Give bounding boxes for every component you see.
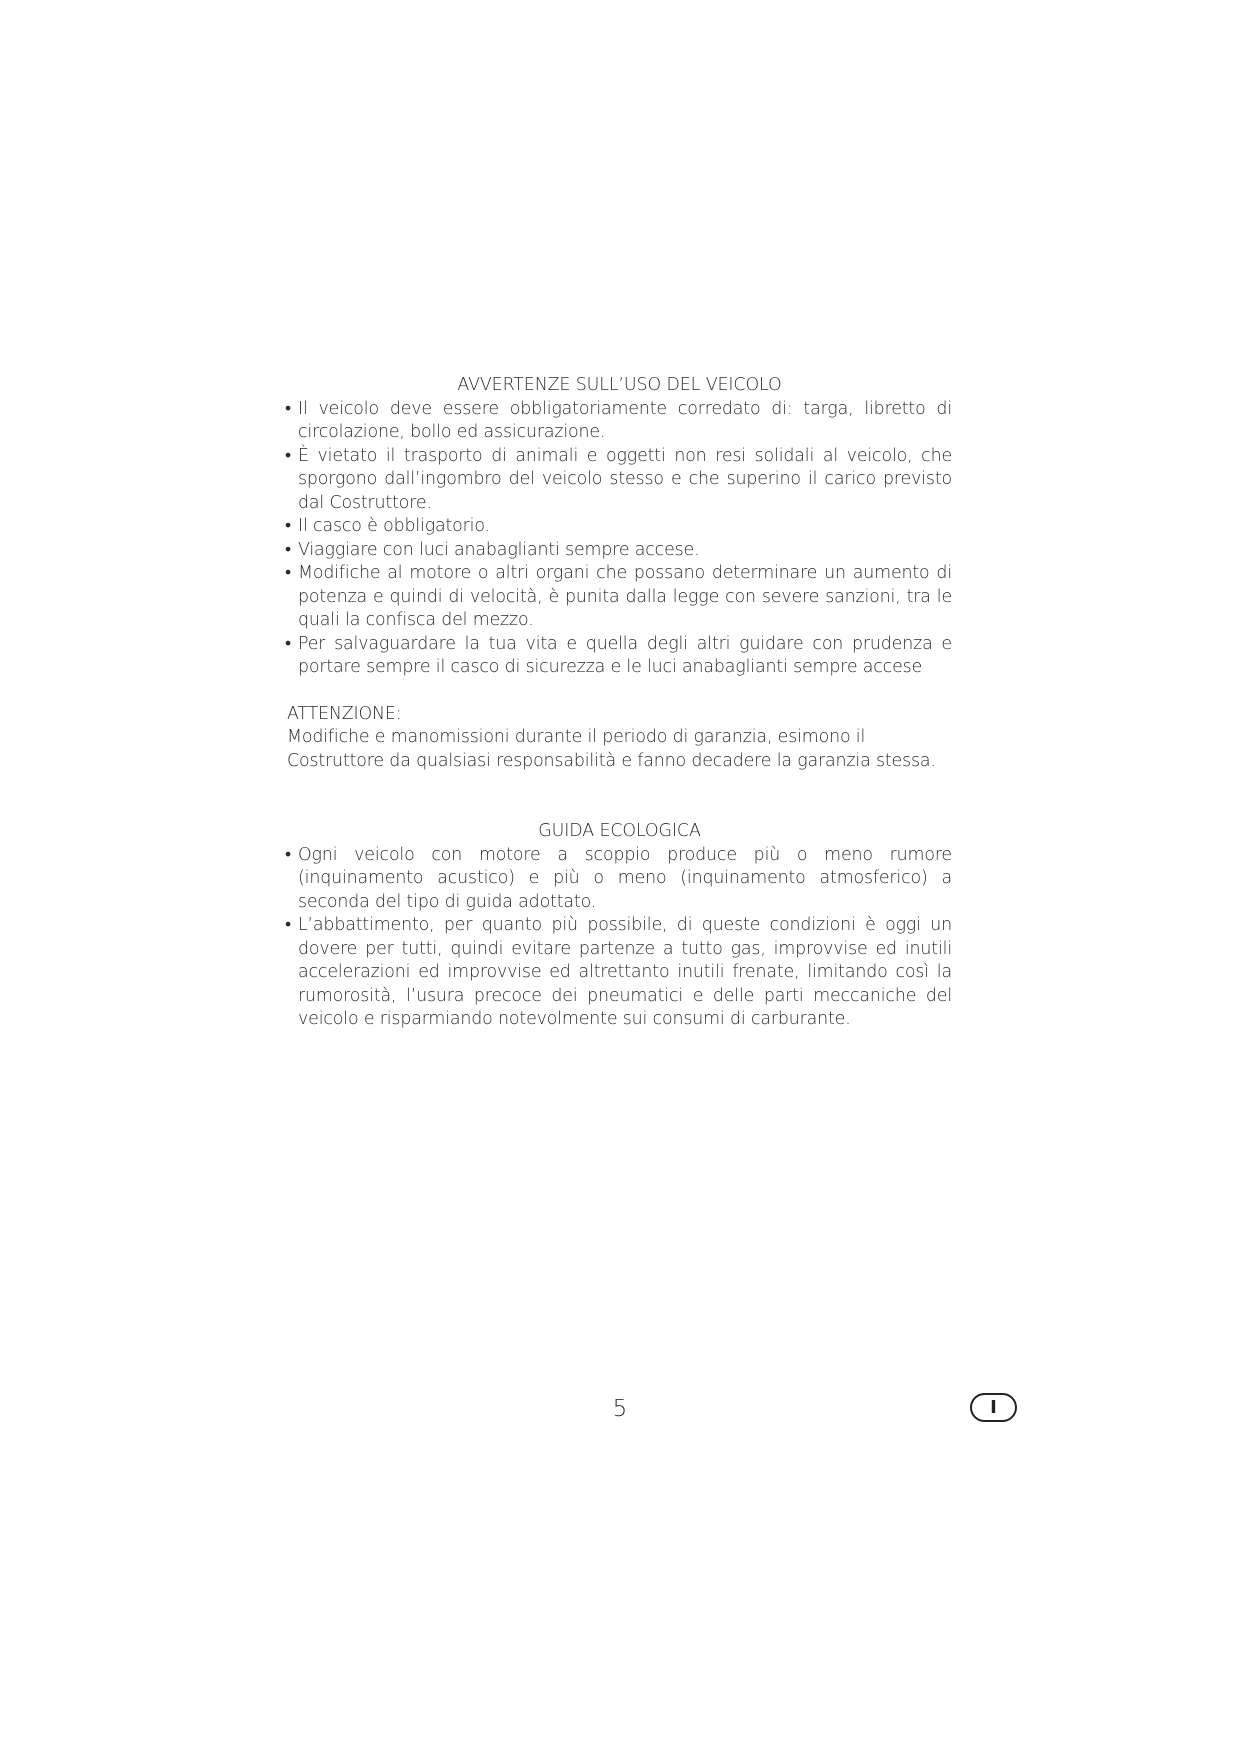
attention-text: Modifiche e manomissioni durante il periodo di garanzia, esimono il Costruttore da qualsiasi responsabilità e fanno decadere la garanzia stessa. (287, 727, 936, 771)
attention-note (287, 703, 952, 774)
warning-item: • È vietato il trasporto di animali e oggetti non resi solidali al veicolo, che sporgono dall’ingombro del veicolo stesso e che superino il carico previsto dal Costruttore. (287, 445, 952, 516)
warning-item: • Il veicolo deve essere obbligatoriamente corredato di: targa, libretto di circolazione, bollo ed assicurazione. (287, 398, 952, 445)
warning-item: • Per salvaguardare la tua vita e quella degli altri guidare con prudenza e portare sempre il casco di sicurezza e le luci anabaglianti sempre accese (287, 633, 952, 680)
warning-item: • Modifiche al motore o altri organi che possano determinare un aumento di potenza e quindi di velocità, è punita dalla legge con severe sanzioni, tra le quali la confisca del mezzo. (287, 562, 952, 633)
language-badge: I (970, 1393, 1017, 1422)
page-number: 5 (612, 1396, 628, 1422)
manual-page-content (287, 374, 952, 1032)
eco-driving-title: GUIDA ECOLOGICA (538, 821, 701, 841)
warnings-title: AVVERTENZE SULL’USO DEL VEICOLO (457, 375, 782, 395)
eco-item: • Ogni veicolo con motore a scoppio produce più o meno rumore (inquinamento acustico) e più o meno (inquinamento atmosferico) a seconda del tipo di guida adottato. (287, 844, 952, 915)
eco-driving-list (287, 844, 952, 1032)
warning-item: • Viaggiare con luci anabaglianti sempre accese. (287, 539, 952, 563)
eco-item: • L’abbattimento, per quanto più possibile, di queste condizioni è oggi un dovere per tutti, quindi evitare partenze a tutto gas, improvvise ed inutili accelerazioni ed improvvise ed altrettanto inutili frenate, limitando così la rumorosità, l’usura precoce dei pneumatici e delle parti meccaniche del veicolo e risparmiando notevolmente sui consumi di carburante. (287, 914, 952, 1032)
warning-item: • Il casco è obbligatorio. (287, 515, 952, 539)
attention-title: ATTENZIONE: (287, 703, 402, 724)
warnings-list (287, 398, 952, 680)
